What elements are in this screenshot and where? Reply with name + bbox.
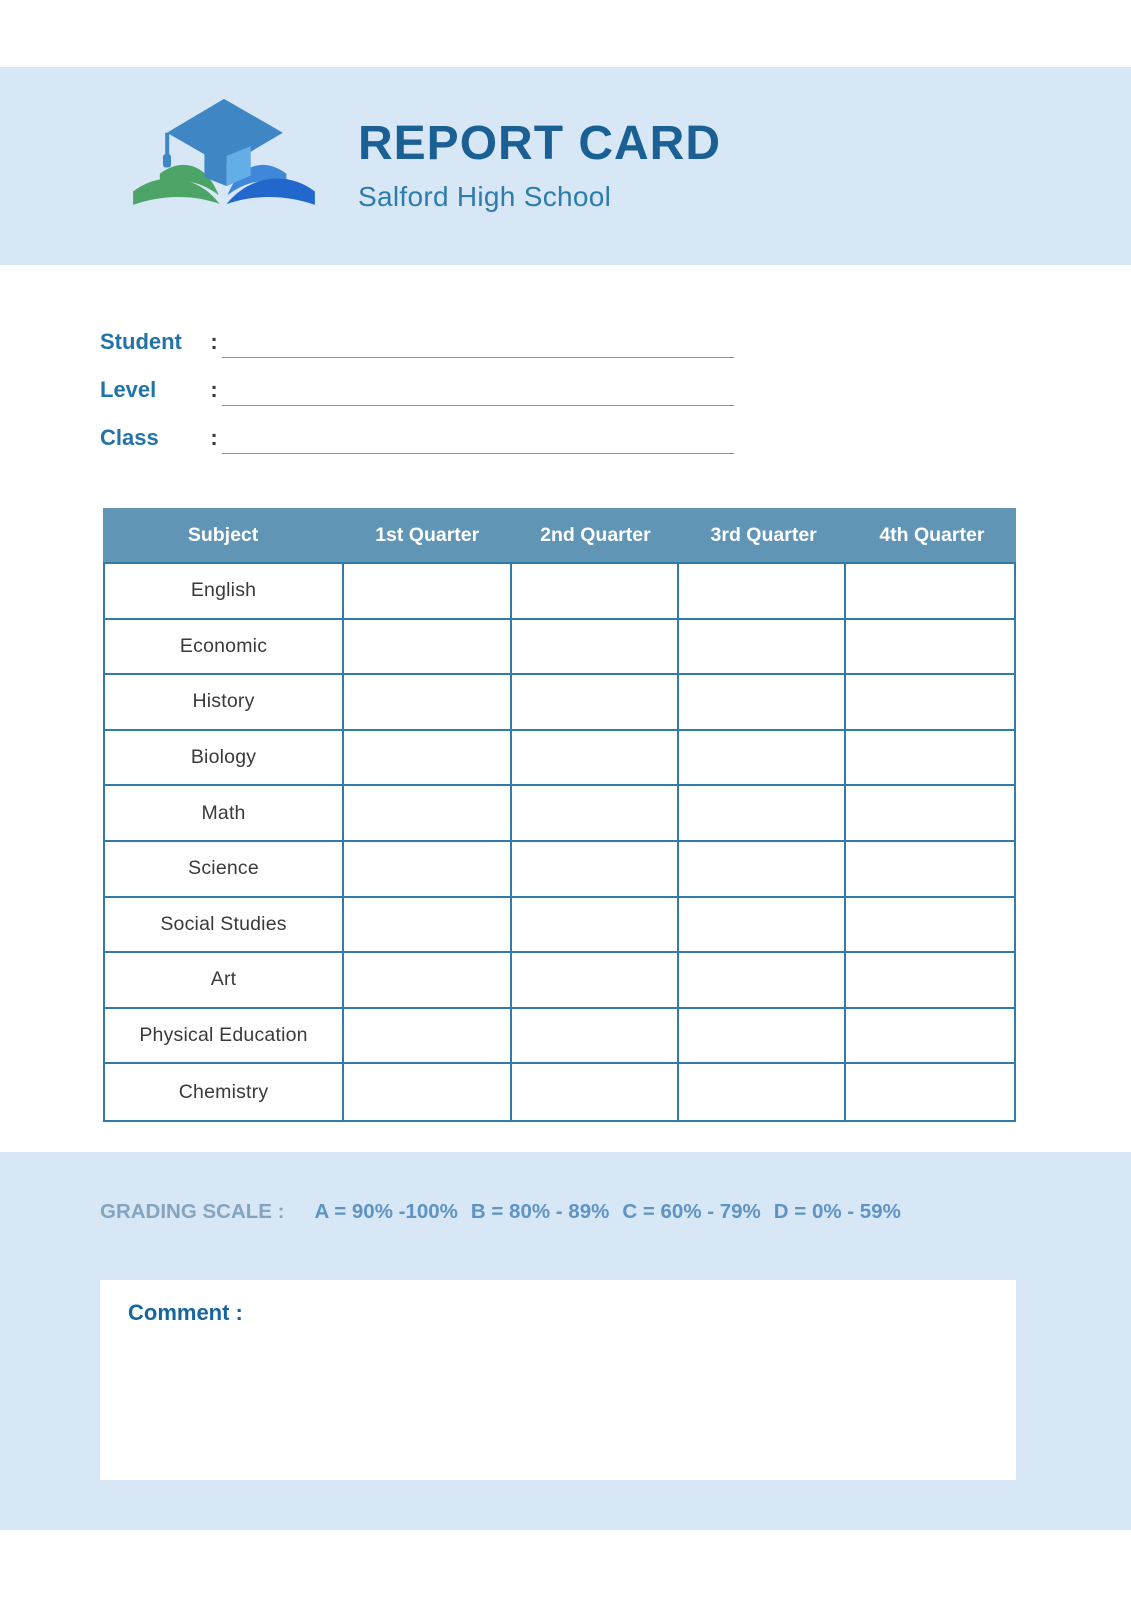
grade-cell[interactable] xyxy=(512,953,679,1007)
table-row xyxy=(105,786,1014,842)
grade-cell[interactable] xyxy=(679,620,846,674)
header-title-block xyxy=(358,118,721,213)
grade-cell[interactable] xyxy=(679,1009,846,1063)
subject-cell: Science xyxy=(105,842,344,896)
level-colon: : xyxy=(210,377,218,402)
grade-cell[interactable] xyxy=(846,1009,1013,1063)
grade-cell[interactable] xyxy=(846,1064,1013,1120)
table-row xyxy=(105,675,1014,731)
school-name: Salford High School xyxy=(358,180,612,212)
column-header-q2: 2nd Quarter xyxy=(540,523,651,546)
subject-cell: Biology xyxy=(105,731,344,785)
level-input-line[interactable] xyxy=(222,375,734,406)
student-colon: : xyxy=(210,329,218,354)
grading-item-d: D = 0% - 59% xyxy=(773,1200,901,1223)
grade-cell[interactable] xyxy=(512,675,679,729)
grade-cell[interactable] xyxy=(512,1009,679,1063)
table-row xyxy=(105,898,1014,954)
grade-cell[interactable] xyxy=(679,786,846,840)
subject-cell: History xyxy=(105,675,344,729)
student-field-row xyxy=(100,322,740,358)
table-row xyxy=(105,731,1014,787)
grading-scale-label: GRADING SCALE : xyxy=(100,1200,285,1223)
grade-cell[interactable] xyxy=(679,564,846,618)
grade-cell[interactable] xyxy=(512,1064,679,1120)
student-label: Student xyxy=(100,329,182,354)
grade-cell[interactable] xyxy=(846,675,1013,729)
graduation-cap-book-icon xyxy=(126,88,322,238)
grading-item-b: B = 80% - 89% xyxy=(470,1200,610,1223)
grade-cell[interactable] xyxy=(679,842,846,896)
table-row xyxy=(105,1064,1014,1120)
grade-cell[interactable] xyxy=(846,564,1013,618)
grade-cell[interactable] xyxy=(344,1009,511,1063)
grade-cell[interactable] xyxy=(344,953,511,1007)
subject-cell: Economic xyxy=(105,620,344,674)
grade-cell[interactable] xyxy=(512,620,679,674)
grade-cell[interactable] xyxy=(512,842,679,896)
grade-cell[interactable] xyxy=(846,731,1013,785)
grade-cell[interactable] xyxy=(512,898,679,952)
column-header-q4: 4th Quarter xyxy=(879,523,985,546)
grading-item-c: C = 60% - 79% xyxy=(622,1200,761,1223)
grading-item-a: A = 90% -100% xyxy=(314,1200,458,1223)
class-field-row xyxy=(100,418,740,454)
student-input-line[interactable] xyxy=(222,327,734,358)
grade-cell[interactable] xyxy=(344,1064,511,1120)
page-title: REPORT CARD xyxy=(358,117,722,170)
grade-cell[interactable] xyxy=(846,786,1013,840)
column-header-subject: Subject xyxy=(187,523,259,546)
grade-cell[interactable] xyxy=(846,898,1013,952)
subject-cell: English xyxy=(105,564,344,618)
table-row xyxy=(105,842,1014,898)
class-input-line[interactable] xyxy=(222,423,734,454)
grade-cell[interactable] xyxy=(344,786,511,840)
student-info-section xyxy=(100,322,740,466)
column-header-q3: 3rd Quarter xyxy=(710,523,817,546)
grade-table-body xyxy=(103,562,1016,1122)
level-field-row xyxy=(100,370,740,406)
grade-cell[interactable] xyxy=(846,953,1013,1007)
class-colon: : xyxy=(210,425,218,450)
grade-cell[interactable] xyxy=(344,620,511,674)
grading-scale xyxy=(100,1200,914,1224)
level-label: Level xyxy=(100,377,157,402)
comment-box[interactable] xyxy=(100,1280,1016,1480)
subject-cell: Social Studies xyxy=(105,898,344,952)
grade-cell[interactable] xyxy=(846,620,1013,674)
grade-cell[interactable] xyxy=(679,675,846,729)
subject-cell: Math xyxy=(105,786,344,840)
table-row xyxy=(105,953,1014,1009)
class-label: Class xyxy=(100,425,159,450)
grade-cell[interactable] xyxy=(679,953,846,1007)
subject-cell: Physical Education xyxy=(105,1009,344,1063)
grade-cell[interactable] xyxy=(679,731,846,785)
grade-cell[interactable] xyxy=(512,564,679,618)
grade-cell[interactable] xyxy=(344,731,511,785)
grade-table-header xyxy=(103,508,1016,562)
grade-cell[interactable] xyxy=(344,675,511,729)
grade-cell[interactable] xyxy=(344,842,511,896)
grade-cell[interactable] xyxy=(679,898,846,952)
grade-cell[interactable] xyxy=(344,564,511,618)
grade-cell[interactable] xyxy=(512,786,679,840)
table-row xyxy=(105,1009,1014,1065)
grade-cell[interactable] xyxy=(512,731,679,785)
grade-table xyxy=(103,508,1016,1122)
table-row xyxy=(105,620,1014,676)
grade-cell[interactable] xyxy=(344,898,511,952)
column-header-q1: 1st Quarter xyxy=(375,523,480,546)
grade-cell[interactable] xyxy=(846,842,1013,896)
table-row xyxy=(105,564,1014,620)
subject-cell: Art xyxy=(105,953,344,1007)
subject-cell: Chemistry xyxy=(105,1064,344,1120)
grade-cell[interactable] xyxy=(679,1064,846,1120)
comment-label: Comment : xyxy=(128,1300,243,1325)
